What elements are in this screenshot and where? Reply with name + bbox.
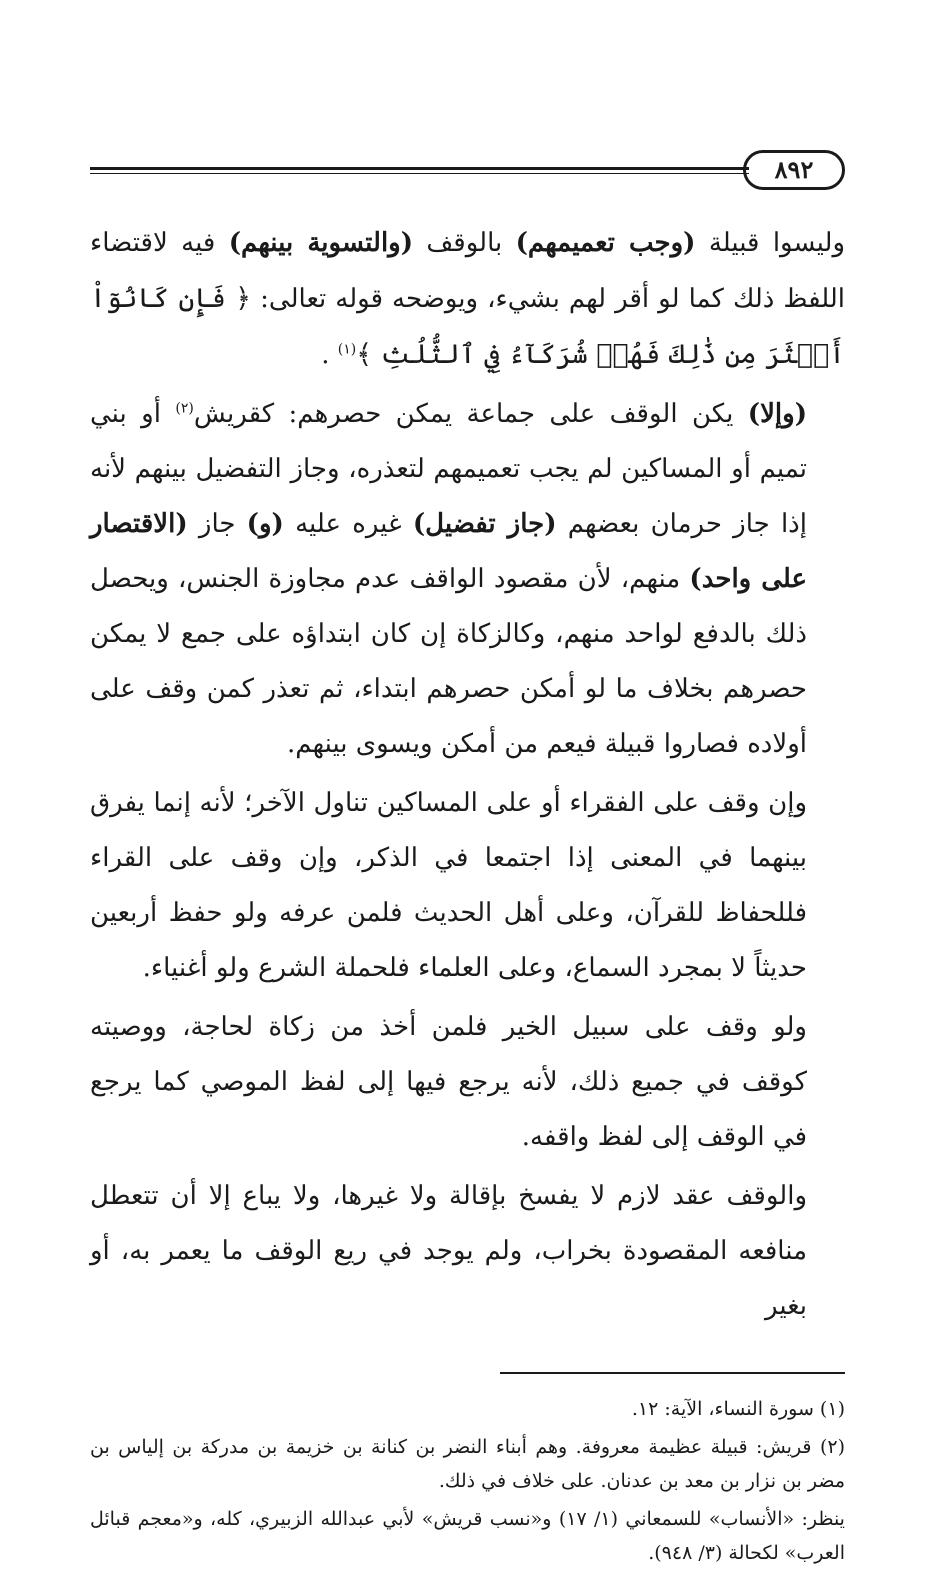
page-header xyxy=(90,150,845,194)
header-rule-thin xyxy=(90,173,749,174)
quran-verse: ﴿ فَإِن كَانُوٓاْ أَكۡثَرَ مِن ذَٰلِكَ فَهُمۡ شُرَكَآءُ فِي ٱلثُّلُثِ ﴾ xyxy=(90,283,845,370)
footnote-1: (١) سورة النساء، الآية: ١٢. xyxy=(631,1398,845,1420)
page-number: ٨٩٢ xyxy=(743,150,845,190)
footnotes xyxy=(90,1392,845,1570)
bold-term: (وإلا) xyxy=(747,399,807,429)
bold-term: (جاز تفضيل) xyxy=(412,509,557,539)
footnote-ref-1: (١) xyxy=(337,341,357,358)
paragraph-1: وليسوا قبيلة (وجب تعميمهم) بالوقف (والتسوية بينهم) فيه لاقتضاء اللفظ ذلك كما لو أقر لهم بشيء، ويوضحه قوله تعالى: ﴿ فَإِن كَانُوٓاْ أَكۡثَرَ مِن ذَٰلِكَ فَهُمۡ شُرَكَآءُ فِي ٱلثُّلُثِ ﴾$^{(١)}$ . xyxy=(90,228,846,370)
book-page xyxy=(90,150,846,1564)
paragraph-2: (وإلا) يكن الوقف على جماعة يمكن حصرهم: كقريش$^{(٢)}$ أو بني تميم أو المساكين لم يجب تعميمهم لتعذره، وجاز التفضيل بينهم لأنه إذا جاز حرمان بعضهم (جاز تفضيل) غيره عليه (و) جاز (الاقتصار على واحد) منهم، لأن مقصود الواقف عدم مجاوزة الجنس، ويحصل ذلك بالدفع لواحد منهم، وكالزكاة إن كان ابتداؤه على جمع لا يمكن حصرهم بخلاف ما لو أمكن حصرهم ابتداء، ثم تعذر كمن وقف على أولاده فصاروا قبيلة فيعم من أمكن ويسوى بينهم. xyxy=(90,399,807,759)
paragraph-4: ولو وقف على سبيل الخير فلمن أخذ من زكاة لحاجة، ووصيته كوقف في جميع ذلك، لأنه يرجع فيها إلى لفظ الموصي كما يرجع في الوقف إلى لفظ واقفه. xyxy=(90,1012,807,1152)
bold-term: (الاقتصار على واحد) xyxy=(90,509,807,594)
footnote-2-sources: ينظر: «الأنساب» للسمعاني (١/ ١٧) و«نسب قريش» لأبي عبدالله الزبيري، كله، و«معجم قبائل العرب» لكحالة (٣/ ٩٤٨). xyxy=(90,1508,845,1564)
paragraph-3: وإن وقف على الفقراء أو على المساكين تناول الآخر؛ لأنه إنما يفرق بينهما في المعنى إذا اجتمعا في الذكر، وإن وقف على القراء فللحفاظ للقرآن، وعلى أهل الحديث فلمن عرفه ولو حفظ أربعين حديثاً لا بمجرد السماع، وعلى العلماء فلحملة الشرع ولو أغنياء. xyxy=(90,788,807,983)
header-rule-thick xyxy=(90,167,749,170)
footnote-separator xyxy=(500,1372,845,1374)
bold-term: (والتسوية بينهم) xyxy=(228,228,414,258)
footnote-ref-2: (٢) xyxy=(175,400,194,417)
main-text xyxy=(90,216,845,1334)
bold-term: (و) xyxy=(246,509,284,539)
bold-term: (وجب تعميمهم) xyxy=(515,228,696,258)
footnote-2: (٢) قريش: قبيلة عظيمة معروفة. وهم أبناء النضر بن كنانة بن خزيمة بن مدركة بن إلياس بن مضر بن نزار بن معد بن عدنان. على خلاف في ذلك. xyxy=(90,1436,845,1492)
paragraph-5: والوقف عقد لازم لا يفسخ بإقالة ولا غيرها، ولا يباع إلا أن تتعطل منافعه المقصودة بخراب، ولم يوجد في ريع الوقف ما يعمر به، أو بغير xyxy=(90,1181,807,1321)
